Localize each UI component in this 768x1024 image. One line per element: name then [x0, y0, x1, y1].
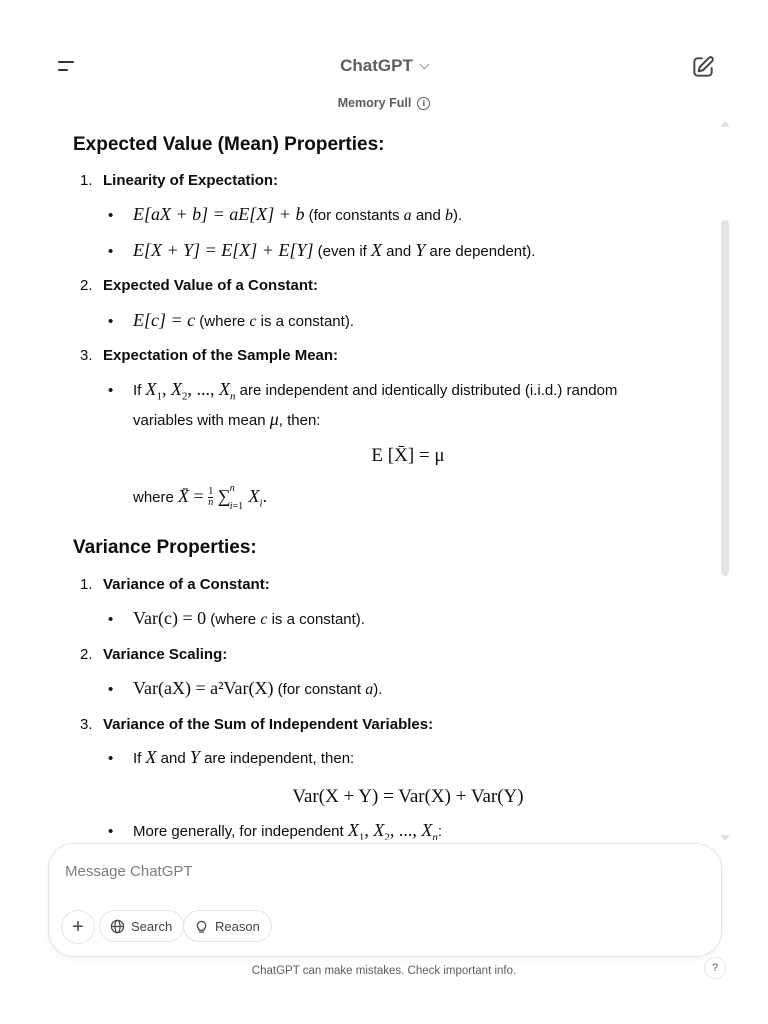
bullet-dot: • [108, 750, 114, 767]
bullet-dot: • [108, 611, 114, 628]
lightbulb-icon [194, 919, 209, 934]
top-bar [0, 0, 768, 120]
bullet-dot: • [108, 823, 114, 840]
bullet-dot: • [108, 681, 114, 698]
display-equation: Var(X + Y) = Var(X) + Var(Y) [292, 786, 524, 807]
where-clause: where X̄ = $\frac{1}{n}$ ∑ n i=1 $X_i$. [133, 483, 268, 512]
list-item: Var(c) = 0 (where c is a constant). [133, 608, 365, 628]
new-chat-icon[interactable] [690, 54, 716, 80]
item-title: Expectation of the Sample Mean: [103, 347, 339, 364]
list-number: 2. [80, 646, 93, 663]
list-number: 1. [80, 576, 93, 593]
list-item: If $X_1$, $X_2$, ..., $X_n$ are independent and identically distributed (i.i.d.) random [133, 379, 618, 403]
search-button[interactable] [99, 910, 184, 942]
math-formula: E[aX + b] = aE[X] + b [133, 204, 305, 224]
math-formula: X̄ = $\frac{1}{n}$ ∑ n i=1 $X_i$. [178, 483, 268, 512]
model-selector-button[interactable] [340, 56, 428, 76]
list-number: 2. [80, 277, 93, 294]
list-number: 1. [80, 172, 93, 189]
list-item: E[c] = c (where c is a constant). [133, 310, 354, 330]
item-title: Variance Scaling: [103, 646, 228, 663]
item-title: Variance of a Constant: [103, 576, 270, 593]
display-equation: E [X̄] = μ [371, 445, 445, 466]
math-formula: $X_1$, $X_2$, ..., $X_n$ [145, 379, 236, 403]
reason-button[interactable] [183, 910, 272, 942]
section-heading: Variance Properties: [73, 537, 257, 558]
list-item: E[X + Y] = E[X] + E[Y] (even if X and Y are dependent). [133, 240, 536, 260]
chat-content [0, 120, 768, 840]
math-formula: Var(c) = 0 [133, 608, 207, 628]
plus-icon[interactable]: + [61, 910, 95, 944]
message-input[interactable] [63, 858, 707, 884]
model-selector-wrap [0, 56, 768, 76]
message-composer [48, 843, 722, 957]
math-formula: E[c] = c [133, 310, 196, 330]
item-title: Linearity of Expectation: [103, 172, 279, 189]
math-formula: Var(aX) = a²Var(X) [133, 678, 274, 698]
scroll-up-arrow[interactable] [720, 121, 730, 127]
chevron-down-icon [419, 59, 429, 69]
disclaimer-text: ChatGPT can make mistakes. Check important info. [251, 965, 517, 977]
section-heading: Expected Value (Mean) Properties: [73, 134, 385, 155]
search-label: Search [131, 918, 173, 934]
item-title: Expected Value of a Constant: [103, 277, 319, 294]
globe-icon [110, 919, 125, 934]
app-title: ChatGPT [340, 56, 413, 75]
memory-label: Memory Full [337, 96, 412, 110]
bullet-dot: • [108, 207, 114, 224]
scrollbar-thumb[interactable] [721, 220, 729, 576]
math-formula: $X_1$, $X_2$, ..., $X_n$ [347, 820, 438, 840]
info-icon[interactable]: i [417, 97, 430, 110]
list-number: 3. [80, 716, 93, 733]
list-number: 3. [80, 347, 93, 364]
math-formula: E[X + Y] = E[X] + E[Y] [133, 240, 314, 260]
bullet-dot: • [108, 243, 114, 260]
list-item: If X and Y are independent, then: [133, 747, 355, 767]
bullet-dot: • [108, 313, 114, 330]
list-item-continuation: variables with mean μ, then: [133, 409, 321, 429]
help-icon[interactable]: ? [704, 957, 726, 979]
scroll-down-arrow[interactable] [720, 835, 730, 841]
list-item: Var(aX) = a²Var(X) (for constant a). [133, 678, 383, 698]
reason-label: Reason [215, 918, 260, 934]
bullet-dot: • [108, 382, 114, 399]
item-title: Variance of the Sum of Independent Variables: [103, 716, 434, 733]
list-item: More generally, for independent $X_1$, $X_2$, ..., $X_n$: [133, 820, 443, 840]
memory-status [0, 96, 768, 110]
list-item: E[aX + b] = aE[X] + b (for constants a and b). [133, 204, 463, 224]
